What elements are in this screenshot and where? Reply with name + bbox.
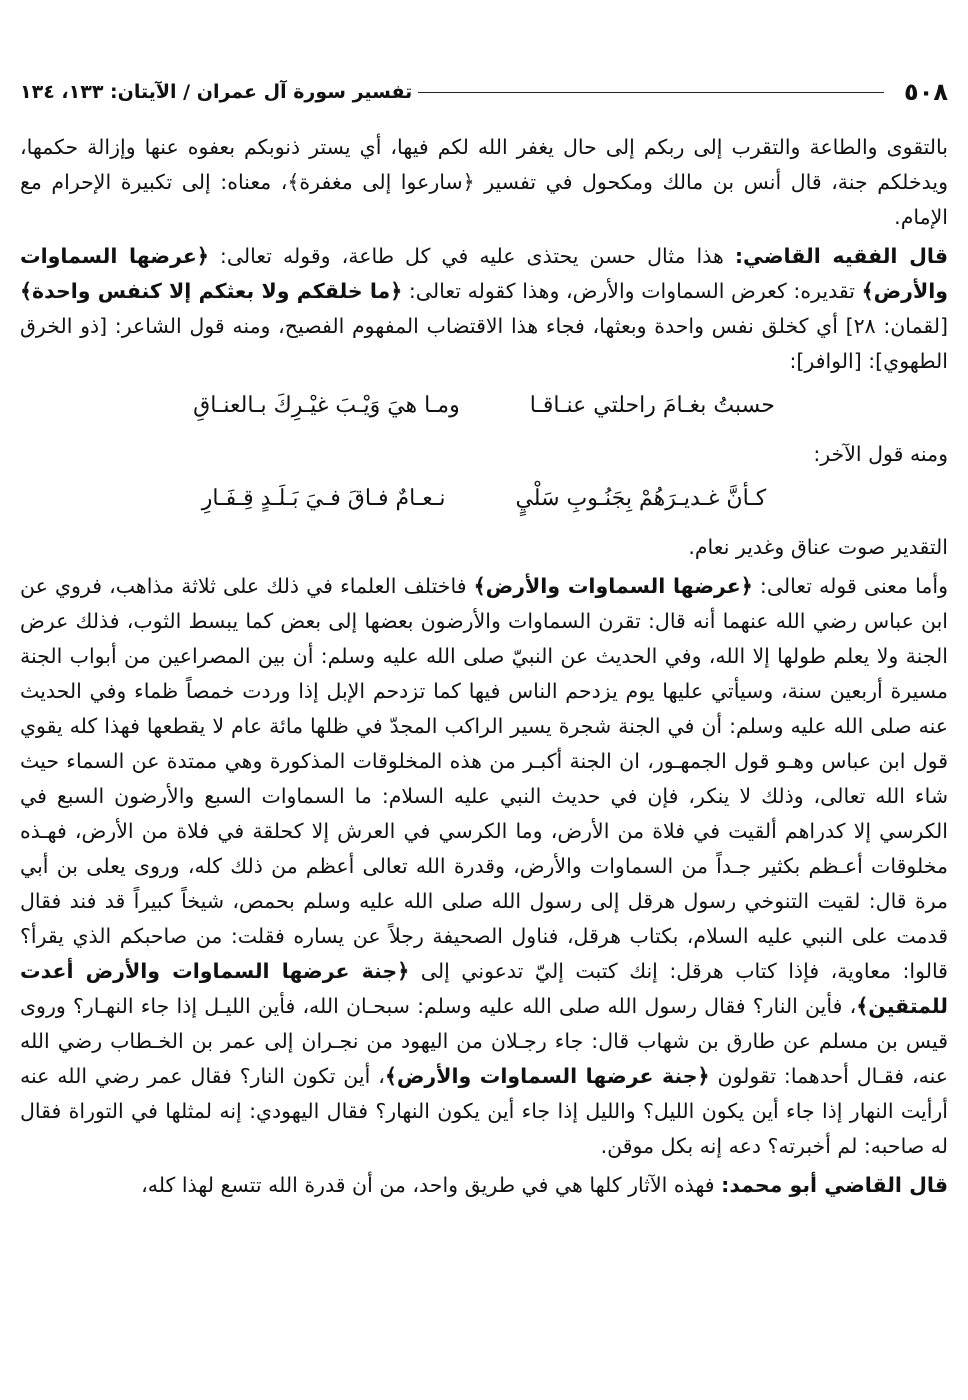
quran-quote: ﴿جنة عرضها السماوات والأرض أعدت للمتقين﴾ bbox=[20, 959, 948, 1018]
speaker-label: قال الفقيه القاضي: bbox=[734, 244, 949, 268]
verse-hemistich-first: حسبتُ بغـامَ راحلتي عنـاقـا bbox=[529, 393, 775, 418]
text-span: ، أين تكون النار؟ فقال عمر رضي الله عنه أرأيت النهار إذا جاء أين يكون الليل؟ والليل إذا جاء أين يكون النهار؟ فقال اليهودي: إنه لمثلها في التوراة فقال له صاحبه: لم أخبرته؟ دعه إنه بكل موقن. bbox=[20, 1064, 948, 1158]
text-span: تقديره: كعرض السماوات والأرض، وهذا كقوله تعالى: bbox=[402, 279, 862, 303]
running-title: تفسير سورة آل عمران / الآيتان: ١٣٣، ١٣٤ bbox=[20, 81, 413, 103]
header-rule bbox=[418, 92, 884, 93]
paragraph-5 bbox=[20, 569, 948, 1164]
quran-quote: ﴿عرضها السماوات والأرض﴾ bbox=[20, 244, 949, 303]
body-text bbox=[20, 130, 948, 1203]
quran-quote: ﴿عرضها السماوات والأرض﴾ bbox=[473, 574, 753, 598]
paragraph-4: التقدير صوت عناق وغدير نعام. bbox=[688, 535, 948, 559]
page-number: ٥٠٨ bbox=[904, 78, 948, 106]
paragraph-6 bbox=[20, 1168, 948, 1203]
page-header bbox=[20, 70, 948, 114]
text-span: وأما معنى قوله تعالى: bbox=[752, 574, 948, 598]
paragraph-1: بالتقوى والطاعة والتقرب إلى ربكم إلى حال يغفر الله لكم فيها، أي يستر ذنوبكم بعفوه عنها وإزالة حكمها، ويدخلكم جنة، قال أنس بن مالك ومكحول في تفسير ﴿سارعوا إلى مغفرة﴾، معناه: إلى تكبيرة الإحرام مع الإمام. bbox=[20, 135, 948, 229]
paragraph-2 bbox=[20, 239, 948, 379]
text-span: [لقمان: ٢٨] أي كخلق نفس واحدة وبعثها، فجاء هذا الاقتضاب المفهوم الفصيح، ومنه قول الشاعر: [ذو الخرق الطهوي]: [الوافر]: bbox=[20, 314, 948, 373]
text-span: فاختلف العلماء في ذلك على ثلاثة مذاهب، فروي عن ابن عباس رضي الله عنهما أنه قال: تقرن السماوات والأرضون بعضها إلى بعض كما يبسط الثوب، فذلك عرض الجنة ولا يعلم طولها إلا الله، وفي الحديث عن النبيّ صلى الله عليه وسلم: أن بين المصراعين من أبواب الجنة مسيرة أربعين سنة، وسيأتي عليها يوم يزدحم الناس فيها كما تزدحم الإبل إذا وردت خمصاً ظماء وفي الحديث عنه صلى الله عليه وسلم: أن في الجنة شجرة يسير الراكب المجدّ في ظلها مائة عام لا يقطعها فهذا كله يقوي قول ابن عباس وهـو قول الجمهـور، ان الجنة أكبـر من هذه المخلوقات المذكورة وهي ممتدة عن السماء حيث شاء الله تعالى، وذلك لا ينكر، فإن في حديث النبي عليه السلام: ما السماوات السبع والأرضون السبع في الكرسي إلا كدراهم ألقيت في فلاة من الأرض، وما الكرسي في العرش إلا كحلقة في فلاة من الأرض، فهـذه مخلوقات أعـظم بكثير جـداً من السماوات والأرض، وقدرة الله تعالى أعظم من ذلك كله، وروى يعلى بن أبي مرة قال: لقيت التنوخي رسول هرقل إلى رسول الله صلى الله عليه وسلم بحمص، شيخاً كبيراً قد فند فقال قدمت على النبي عليه السلام، بكتاب هرقل، فناول الصحيفة رجلاً عن يساره فقلت: من صاحبكم الذي يقرأ؟ قالوا: معاوية، فإذا كتاب هرقل: إنك كتبت إليّ تدعوني إلى bbox=[20, 574, 948, 983]
speaker-label: قال القاضي أبو محمد: bbox=[721, 1173, 948, 1197]
quran-quote: ﴿ما خلقكم ولا بعثكم إلا كنفس واحدة﴾ bbox=[20, 279, 403, 303]
verse-hemistich-first: كـأنَّ غـديـرَهُمْ بِجَنُـوبِ سَلْيٍ bbox=[515, 486, 767, 511]
text-span: فهذه الآثار كلها هي في طريق واحد، من أن قدرة الله تتسع لهذا كله، bbox=[141, 1173, 722, 1197]
book-page bbox=[20, 70, 948, 1207]
verse-hemistich-second: ومـا هيَ وَيْـبَ غيْـرِكَ بـالعنـاقِ bbox=[193, 393, 460, 418]
quran-quote: ﴿جنة عرضها السماوات والأرض﴾ bbox=[384, 1064, 710, 1088]
text-span: هذا مثال حسن يحتذى عليه في كل طاعة، وقوله تعالى: bbox=[208, 244, 735, 268]
paragraph-3: ومنه قول الآخر: bbox=[813, 442, 948, 466]
text-span: ، فأين النار؟ فقال رسول الله صلى الله عليه وسلم: سبحـان الله، فأين الليـل إذا جاء النهـار؟ وروى قيس بن مسلم عن طارق بن شهاب قال: جاء رجـلان من اليهود من نجـران إلى عمر بن الخـطاب رضي الله عنه، فقـال أحدهما: تقولون bbox=[20, 994, 948, 1088]
poetry-verse-1 bbox=[20, 383, 948, 429]
verse-hemistich-second: نـعـامٌ فـاقَ فـيَ بَـلَـدٍ قِـفَـارِ bbox=[201, 486, 446, 511]
poetry-verse-2 bbox=[20, 476, 948, 522]
